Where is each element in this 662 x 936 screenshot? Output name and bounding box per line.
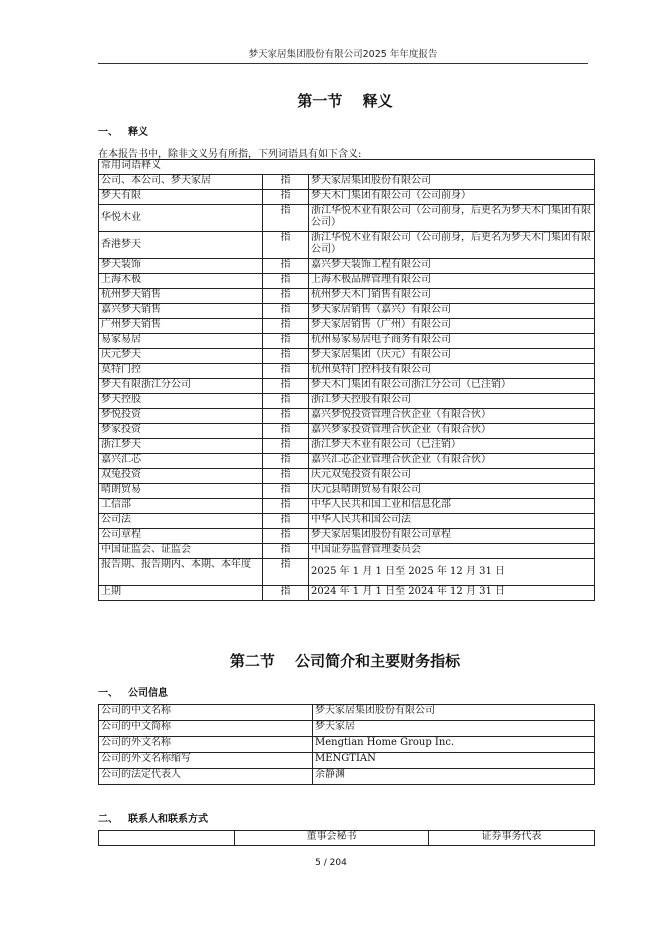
- definition-row: [99, 205, 595, 232]
- contacts-table-header: [99, 831, 595, 846]
- company-info-label: 公司的中文名称: [99, 705, 313, 721]
- definition-ref: 指: [263, 394, 309, 409]
- definition-text: 嘉兴汇芯企业管理合伙企业（有限合伙）: [309, 454, 595, 469]
- definition-text: 浙江梦天木业有限公司（已注销）: [309, 439, 595, 454]
- section1-title: 第一节 释义: [297, 92, 393, 110]
- definition-ref: 指: [263, 190, 309, 205]
- company-info-value: MENGTIAN: [313, 753, 595, 769]
- definition-text: 嘉兴梦悦投资管理合伙企业（有限合伙）: [309, 409, 595, 424]
- definition-ref: 指: [263, 559, 309, 586]
- contacts-subheading: [98, 810, 208, 825]
- definition-text: 庆元双兔投资有限公司: [309, 469, 595, 484]
- company-info-value: Mengtian Home Group Inc.: [313, 737, 595, 753]
- subheading-text: 联系人和联系方式: [128, 814, 208, 825]
- header-divider: [98, 63, 588, 64]
- definition-text: 杭州梦天木门销售有限公司: [309, 289, 595, 304]
- definition-row: [99, 232, 595, 259]
- company-info-table: [98, 704, 595, 785]
- company-info-row: [99, 753, 595, 769]
- definition-row: [99, 424, 595, 439]
- company-info-label: 公司的外文名称: [99, 737, 313, 753]
- definition-text: 浙江华悦木业有限公司（公司前身，后更名为梦天木门集团有限公司）: [309, 205, 595, 232]
- company-info-label: 公司的中文简称: [99, 721, 313, 737]
- page-number: 5 / 204: [315, 858, 347, 868]
- definition-term: 梦天有限: [99, 190, 263, 205]
- company-info-row: [99, 721, 595, 737]
- definition-term: 嘉兴汇芯: [99, 454, 263, 469]
- subheading-text: 公司信息: [128, 688, 168, 699]
- definition-term: 杭州梦天销售: [99, 289, 263, 304]
- definition-text: 浙江梦天控股有限公司: [309, 394, 595, 409]
- definition-ref: 指: [263, 544, 309, 559]
- definition-row: [99, 439, 595, 454]
- definition-row: [99, 304, 595, 319]
- definition-row: [99, 259, 595, 274]
- definition-term: 晴朗贸易: [99, 484, 263, 499]
- company-info-row: [99, 737, 595, 753]
- definition-text: 上海木极品牌管理有限公司: [309, 274, 595, 289]
- definition-term: 易家易居: [99, 334, 263, 349]
- subheading-number: 一、: [98, 688, 118, 699]
- definition-text: 嘉兴梦家投资管理合伙企业（有限合伙）: [309, 424, 595, 439]
- definition-row: [99, 190, 595, 205]
- contacts-table: [98, 830, 595, 846]
- page-header: 梦天家居集团股份有限公司2025 年年度报告: [248, 49, 438, 60]
- definition-term: 浙江梦天: [99, 439, 263, 454]
- definition-term: 梦天装饰: [99, 259, 263, 274]
- definition-row: [99, 349, 595, 364]
- definition-term: 公司法: [99, 514, 263, 529]
- definition-term: 香港梦天: [99, 232, 263, 259]
- definition-ref: 指: [263, 334, 309, 349]
- company-info-label: 公司的外文名称缩写: [99, 753, 313, 769]
- definition-row: [99, 289, 595, 304]
- definition-row: [99, 394, 595, 409]
- company-info-label: 公司的法定代表人: [99, 769, 313, 785]
- definition-row: [99, 484, 595, 499]
- definition-ref: 指: [263, 409, 309, 424]
- definition-text: 中国证券监督管理委员会: [309, 544, 595, 559]
- definition-ref: 指: [263, 259, 309, 274]
- definition-ref: 指: [263, 364, 309, 379]
- subheading-text: 释义: [128, 127, 148, 138]
- definition-ref: 指: [263, 304, 309, 319]
- section2-title: 第二节 公司简介和主要财务指标: [229, 652, 461, 670]
- definition-text: 杭州易家易居电子商务有限公司: [309, 334, 595, 349]
- definition-term: 华悦木业: [99, 205, 263, 232]
- company-info-value: 梦天家居: [313, 721, 595, 737]
- definition-term: 工信部: [99, 499, 263, 514]
- definition-row: [99, 409, 595, 424]
- definition-row: [99, 544, 595, 559]
- definitions-intro: 在本报告书中，除非文义另有所指，下列词语具有如下含义:: [98, 149, 362, 160]
- contacts-header-representative: 证券事务代表: [429, 831, 595, 846]
- definition-row: [99, 364, 595, 379]
- definition-text: 2025 年 1 月 1 日至 2025 年 12 月 31 日: [309, 559, 595, 586]
- definition-term: 莫特门控: [99, 364, 263, 379]
- definition-term: 上海木极: [99, 274, 263, 289]
- definition-row: [99, 274, 595, 289]
- definition-ref: 指: [263, 232, 309, 259]
- definition-term: 梦家投资: [99, 424, 263, 439]
- definition-text: 庆元县晴朗贸易有限公司: [309, 484, 595, 499]
- definition-text: 梦天家居集团股份有限公司章程: [309, 529, 595, 544]
- definition-ref: 指: [263, 586, 309, 601]
- definition-ref: 指: [263, 175, 309, 190]
- definition-term: 公司、本公司、梦天家居: [99, 175, 263, 190]
- definition-text: 梦天木门集团有限公司浙江分公司（已注销）: [309, 379, 595, 394]
- definition-term: 庆元梦天: [99, 349, 263, 364]
- definition-ref: 指: [263, 484, 309, 499]
- definition-row: [99, 559, 595, 586]
- definition-text: 梦天家居集团（庆元）有限公司: [309, 349, 595, 364]
- definition-term: 中国证监会、证监会: [99, 544, 263, 559]
- definition-text: 中华人民共和国公司法: [309, 514, 595, 529]
- definition-text: 2024 年 1 月 1 日至 2024 年 12 月 31 日: [309, 586, 595, 601]
- definition-ref: 指: [263, 349, 309, 364]
- company-info-row: [99, 705, 595, 721]
- definition-term: 双兔投资: [99, 469, 263, 484]
- definitions-table: [98, 159, 595, 601]
- definition-ref: 指: [263, 379, 309, 394]
- definition-term: 公司章程: [99, 529, 263, 544]
- definition-text: 梦天家居销售（广州）有限公司: [309, 319, 595, 334]
- definition-ref: 指: [263, 439, 309, 454]
- definition-row: [99, 469, 595, 484]
- definition-row: [99, 334, 595, 349]
- definition-text: 梦天家居集团股份有限公司: [309, 175, 595, 190]
- definition-text: 梦天木门集团有限公司（公司前身）: [309, 190, 595, 205]
- section1-subheading: [98, 123, 148, 138]
- subheading-number: 一、: [98, 127, 118, 138]
- definition-ref: 指: [263, 205, 309, 232]
- definition-term: 梦天控股: [99, 394, 263, 409]
- definition-ref: 指: [263, 424, 309, 439]
- definition-text: 中华人民共和国工业和信息化部: [309, 499, 595, 514]
- definition-term: 广州梦天销售: [99, 319, 263, 334]
- definition-text: 梦天家居销售（嘉兴）有限公司: [309, 304, 595, 319]
- definition-term: 梦天有限浙江分公司: [99, 379, 263, 394]
- definition-text: 杭州莫特门控科技有限公司: [309, 364, 595, 379]
- company-info-subheading: [98, 684, 168, 699]
- definitions-table-header-cell: 常用词语释义: [99, 160, 595, 175]
- definition-ref: 指: [263, 289, 309, 304]
- definition-row: [99, 529, 595, 544]
- definition-row: [99, 379, 595, 394]
- definition-ref: 指: [263, 514, 309, 529]
- definitions-table-header: [99, 160, 595, 175]
- definition-ref: 指: [263, 274, 309, 289]
- company-info-row: [99, 769, 595, 785]
- contacts-header-blank: [99, 831, 235, 846]
- definition-row: [99, 586, 595, 601]
- company-info-value: 梦天家居集团股份有限公司: [313, 705, 595, 721]
- definition-ref: 指: [263, 529, 309, 544]
- definition-ref: 指: [263, 499, 309, 514]
- definition-row: [99, 175, 595, 190]
- definition-term: 梦悦投资: [99, 409, 263, 424]
- definition-text: 嘉兴梦天装饰工程有限公司: [309, 259, 595, 274]
- definition-ref: 指: [263, 469, 309, 484]
- definition-ref: 指: [263, 319, 309, 334]
- definition-row: [99, 514, 595, 529]
- company-info-value: 余静渊: [313, 769, 595, 785]
- definition-row: [99, 454, 595, 469]
- definition-term: 嘉兴梦天销售: [99, 304, 263, 319]
- definition-row: [99, 499, 595, 514]
- definition-term: 报告期、报告期内、本期、本年度: [99, 559, 263, 586]
- contacts-header-secretary: 董事会秘书: [235, 831, 429, 846]
- definition-text: 浙江华悦木业有限公司（公司前身，后更名为梦天木门集团有限公司）: [309, 232, 595, 259]
- subheading-number: 二、: [98, 814, 118, 825]
- definition-term: 上期: [99, 586, 263, 601]
- definition-ref: 指: [263, 454, 309, 469]
- definition-row: [99, 319, 595, 334]
